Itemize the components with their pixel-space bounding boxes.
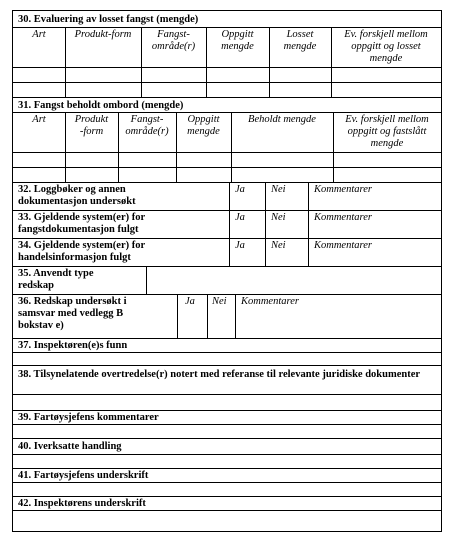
section-34-kommentarer: Kommentarer <box>314 240 372 251</box>
divider <box>13 67 441 68</box>
section-33-nei: Nei <box>271 212 286 223</box>
section-32-label-line2: dokumentasjon undersøkt <box>18 196 136 207</box>
divider <box>13 238 441 239</box>
divider <box>13 210 441 211</box>
divider <box>13 438 441 439</box>
col-header-oppgitt-line1: Oppgitt <box>221 29 254 40</box>
divider <box>13 365 441 366</box>
divider <box>13 468 441 469</box>
section-35-label-line2: redskap <box>18 280 54 291</box>
section-32-label-line1: 32. Loggbøker og annen <box>18 184 126 195</box>
section-34-ja: Ja <box>235 240 245 251</box>
column-line <box>146 266 147 294</box>
inspection-form <box>12 10 442 532</box>
section-36-kommentarer: Kommentarer <box>241 296 299 307</box>
divider <box>13 410 441 411</box>
col-header-oppgitt-line1: Oppgitt <box>187 114 220 125</box>
column-line <box>207 294 208 338</box>
col-header-art: Art <box>32 114 46 125</box>
col-header-forskjell-line2: oppgitt og losset <box>351 41 421 52</box>
divider <box>13 496 441 497</box>
divider <box>13 454 441 455</box>
section-32-nei: Nei <box>271 184 286 195</box>
column-line <box>177 294 178 338</box>
col-header-forskjell-line1: Ev. forskjell mellom <box>345 114 429 125</box>
col-header-fangst-line2: område(r) <box>125 126 169 137</box>
section-33-label-line2: fangstdokumentasjon fulgt <box>18 224 139 235</box>
section-35-label-line1: 35. Anvendt type <box>18 268 94 279</box>
section-36-label-line3: bokstav e) <box>18 320 64 331</box>
col-header-forskjell-line3: mengde <box>369 53 403 64</box>
column-line <box>308 182 309 266</box>
section-34-label-line2: handelsinformasjon fulgt <box>18 252 131 263</box>
divider <box>13 294 441 295</box>
section-33-label-line1: 33. Gjeldende system(er) for <box>18 212 146 223</box>
section-36-label-line1: 36. Redskap undersøkt i <box>18 296 127 307</box>
col-header-forskjell-line1: Ev. forskjell mellom <box>344 29 428 40</box>
col-header-forskjell-line3: mengde <box>370 138 404 149</box>
column-line <box>229 182 230 266</box>
col-header-produkt-form: Produkt-form <box>74 29 132 40</box>
divider <box>13 266 441 267</box>
col-header-losset-line2: mengde <box>283 41 317 52</box>
col-header-losset-line1: Losset <box>286 29 314 40</box>
section-37-title: 37. Inspektøren(e)s funn <box>18 340 128 351</box>
section-42-title: 42. Inspektørens underskrift <box>18 498 146 509</box>
divider <box>13 112 441 113</box>
col-header-fangst-line1: Fangst- <box>157 29 190 40</box>
section-33-ja: Ja <box>235 212 245 223</box>
divider <box>13 394 441 395</box>
section-31-title: 31. Fangst beholdt ombord (mengde) <box>18 100 184 111</box>
divider <box>13 167 441 168</box>
section-36-ja: Ja <box>185 296 195 307</box>
section-34-label-line1: 34. Gjeldende system(er) for <box>18 240 146 251</box>
col-header-oppgitt-line2: mengde <box>187 126 220 137</box>
col-header-oppgitt-line2: mengde <box>221 41 254 52</box>
section-41-title: 41. Fartøysjefens underskrift <box>18 470 149 481</box>
divider <box>13 482 441 483</box>
section-32-ja: Ja <box>235 184 245 195</box>
divider <box>13 82 441 83</box>
divider <box>13 182 441 183</box>
section-32-kommentarer: Kommentarer <box>314 184 372 195</box>
column-line <box>235 294 236 338</box>
col-header-forskjell-line2: oppgitt og fastslått <box>347 126 427 137</box>
col-header-beholdt: Beholdt mengde <box>248 114 316 125</box>
divider <box>13 424 441 425</box>
col-header-fangst-line1: Fangst- <box>130 114 164 125</box>
col-header-produkt-line1: Produkt <box>74 114 109 125</box>
divider <box>13 510 441 511</box>
col-header-art: Art <box>32 29 46 40</box>
divider <box>13 27 441 28</box>
col-header-produkt-line2: -form <box>79 126 104 137</box>
divider <box>13 152 441 153</box>
section-34-nei: Nei <box>271 240 286 251</box>
divider <box>13 338 441 339</box>
section-40-title: 40. Iverksatte handling <box>18 441 122 452</box>
section-38-title: 38. Tilsynelatende overtredelse(r) notert med referanse til relevante juridiske dokumenter <box>18 369 421 380</box>
section-39-title: 39. Fartøysjefens kommentarer <box>18 412 159 423</box>
col-header-fangst-line2: område(r) <box>151 41 196 52</box>
column-line <box>265 182 266 266</box>
section-36-nei: Nei <box>212 296 227 307</box>
section-30-title: 30. Evaluering av losset fangst (mengde) <box>18 14 199 25</box>
section-33-kommentarer: Kommentarer <box>314 212 372 223</box>
section-36-label-line2: samsvar med vedlegg B <box>18 308 124 319</box>
divider <box>13 352 441 353</box>
divider <box>13 97 441 98</box>
